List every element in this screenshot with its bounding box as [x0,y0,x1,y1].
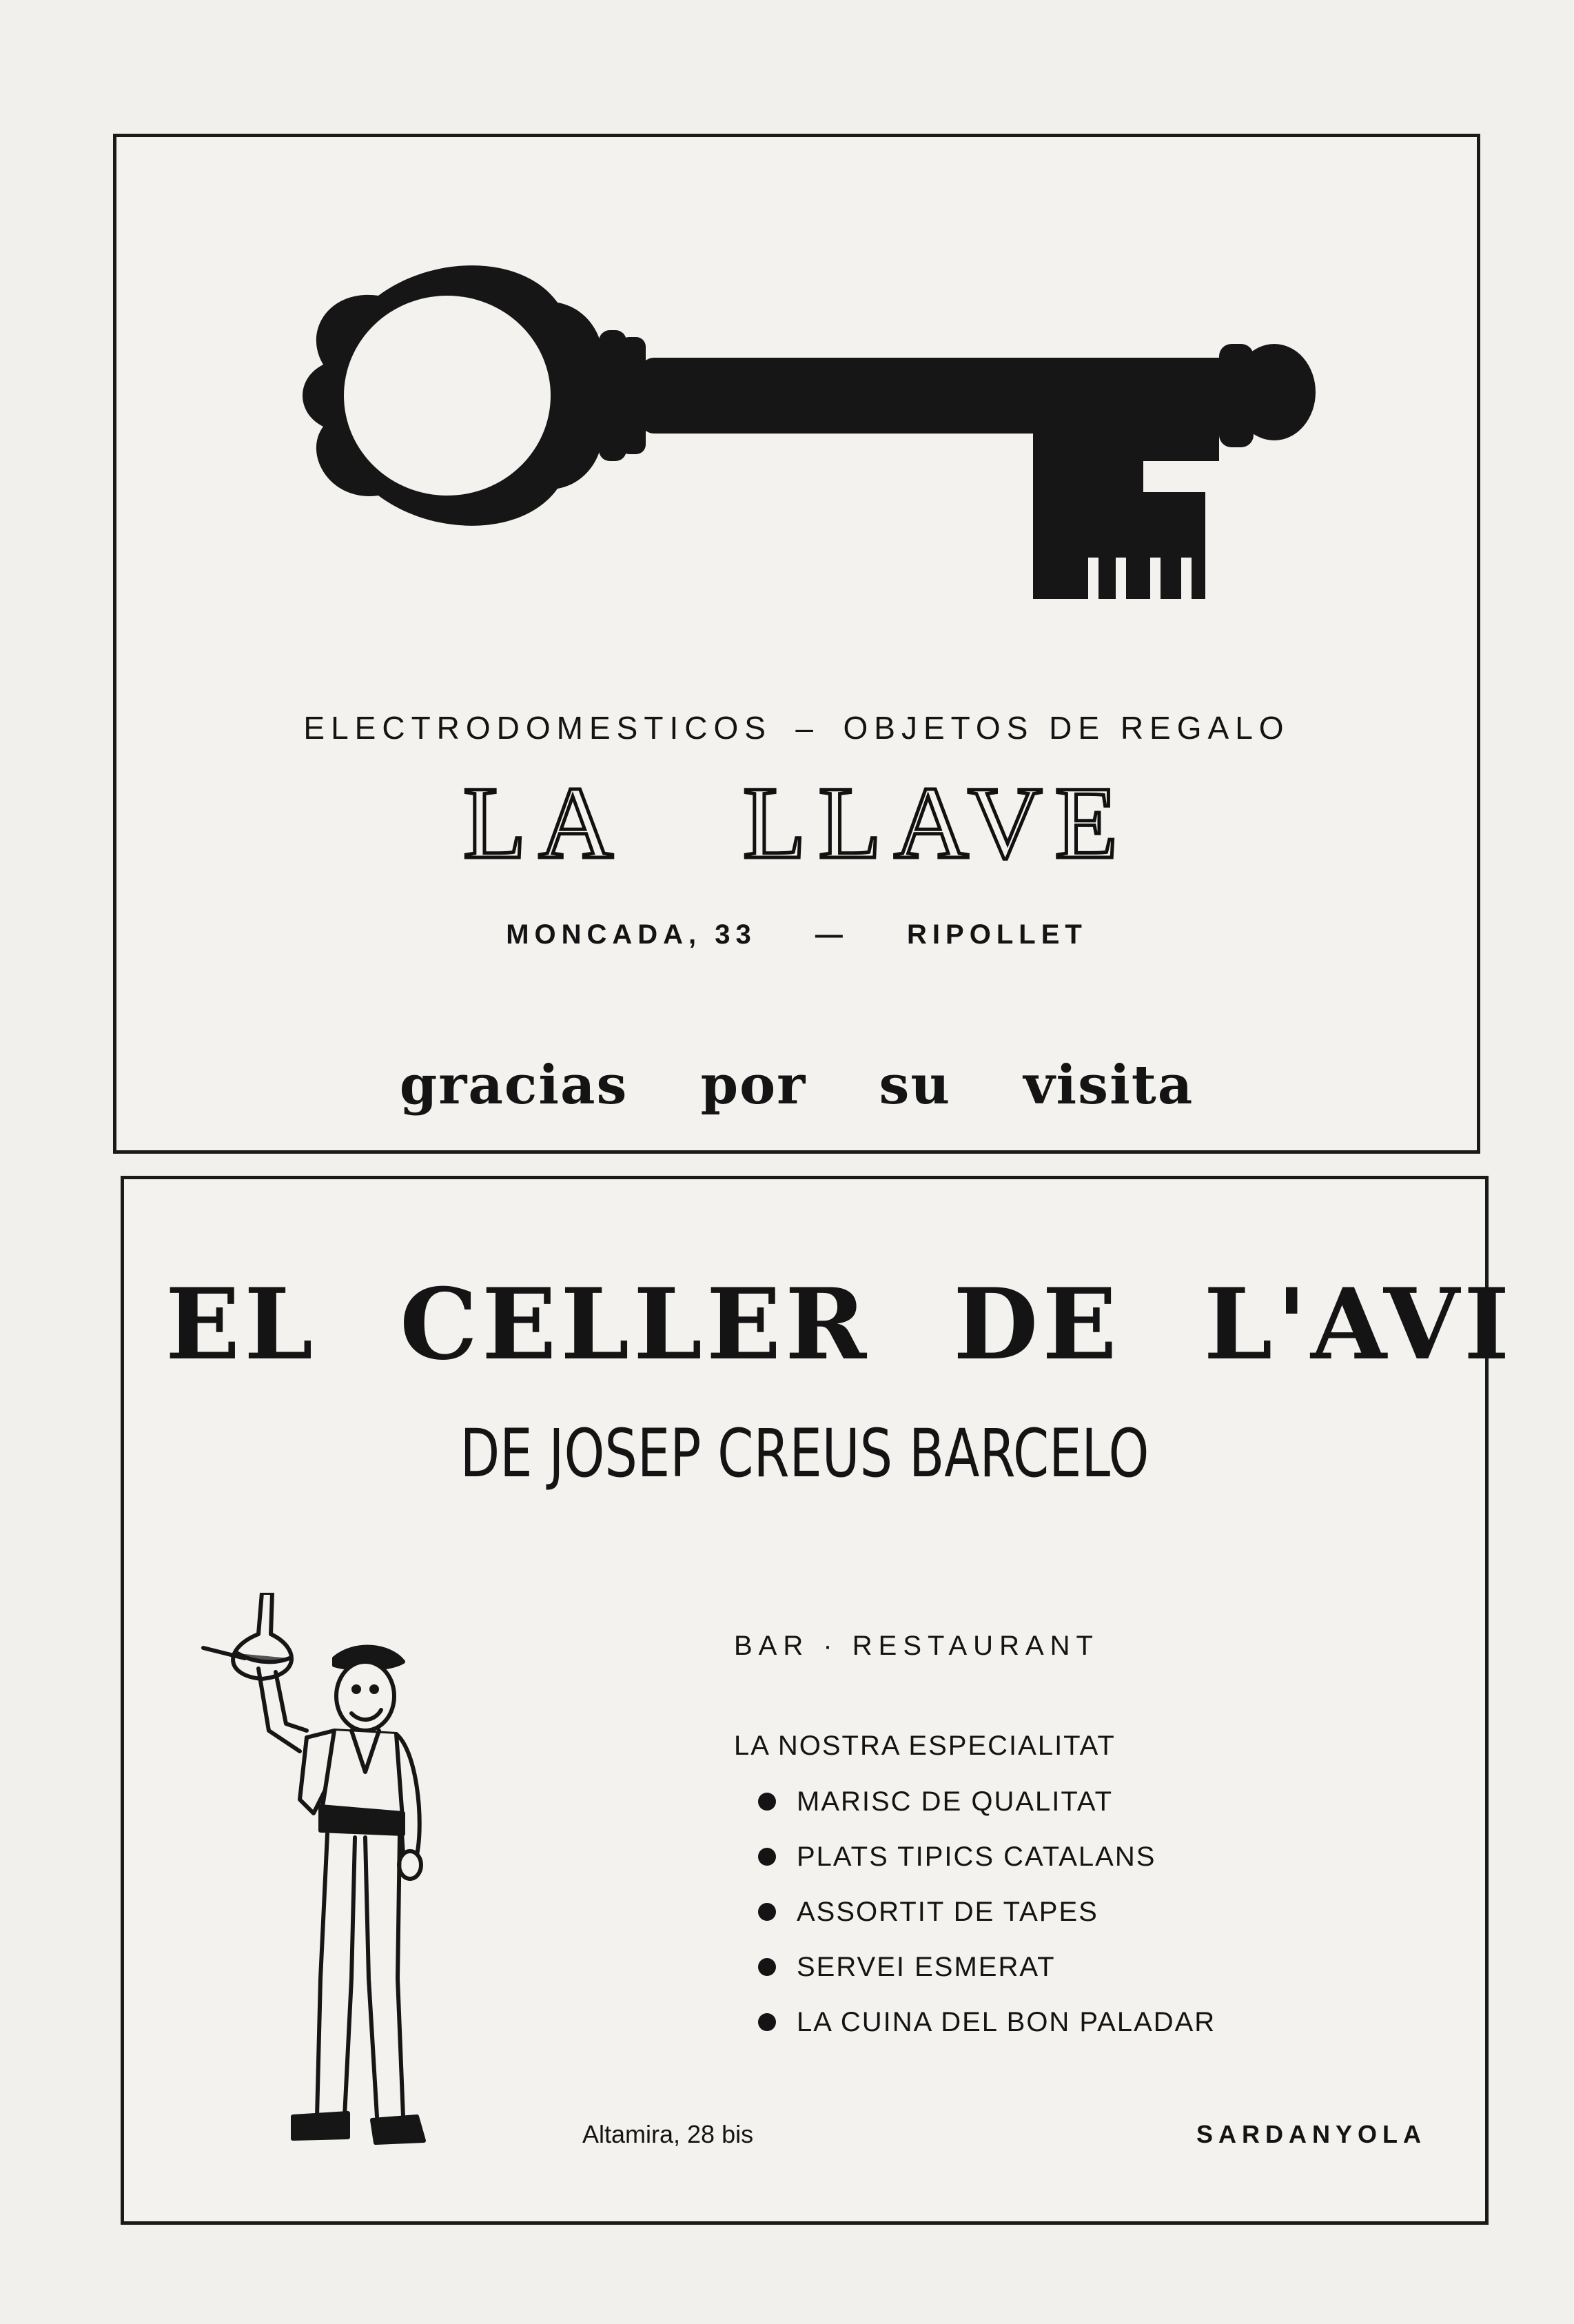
restaurant-city: SARDANYOLA [1196,2120,1427,2148]
restaurant-name-word-1: EL [165,1267,318,1382]
thanks-word-4: visita [1023,1054,1194,1117]
bullet-icon [758,1958,776,1976]
store-name [116,766,1477,880]
bullet-icon [758,1848,776,1866]
store-street: MONCADA, 33 [506,919,757,950]
bullet-icon [758,2013,776,2031]
key-icon [296,254,1329,613]
bullet-icon [758,1793,776,1811]
thanks-slogan [116,1054,1477,1117]
business-category: BAR · RESTAURANT [734,1631,1099,1661]
thanks-word-2: por [700,1054,807,1117]
tagline-separator: – [795,710,820,746]
address-separator: — [815,919,848,950]
tagline [116,709,1477,746]
restaurant-name-word-4: L'AVI [1203,1267,1514,1382]
restaurant-name [124,1267,1514,1382]
thanks-word-3: su [879,1054,952,1117]
store-name-word-2: LLAVE [742,766,1131,880]
specialty-text: ASSORTIT DE TAPES [797,1897,1098,1927]
specialty-text: MARISC DE QUALITAT [797,1786,1114,1817]
man-with-porron-icon [196,1593,438,2165]
specialty-heading: LA NOSTRA ESPECIALITAT [734,1731,1116,1761]
thanks-word-1: gracias [399,1054,628,1117]
store-name-word-1: LA [462,766,626,880]
list-item [758,1951,1216,2006]
owner-name: DE JOSEP CREUS BARCELO [460,1415,1149,1492]
tagline-gifts: OBJETOS DE REGALO [843,710,1290,746]
restaurant-name-word-3: DE [953,1267,1121,1382]
la-llave-ad [113,134,1480,1154]
celler-ad [121,1176,1514,2225]
restaurant-street: Altamira, 28 bis [582,2120,754,2148]
bullet-icon [758,1903,776,1921]
list-item [758,1841,1216,1896]
list-item [758,1896,1216,1951]
restaurant-name-word-2: CELLER [400,1267,871,1382]
list-item [758,1786,1216,1841]
specialty-list [758,1786,1216,2061]
store-address [116,919,1477,950]
store-city: RIPOLLET [907,919,1087,950]
specialty-text: SERVEI ESMERAT [797,1952,1056,1982]
specialty-text: PLATS TIPICS CATALANS [797,1842,1156,1872]
tagline-products: ELECTRODOMESTICOS [303,710,772,746]
list-item [758,2006,1216,2061]
specialty-text: LA CUINA DEL BON PALADAR [797,2007,1216,2037]
